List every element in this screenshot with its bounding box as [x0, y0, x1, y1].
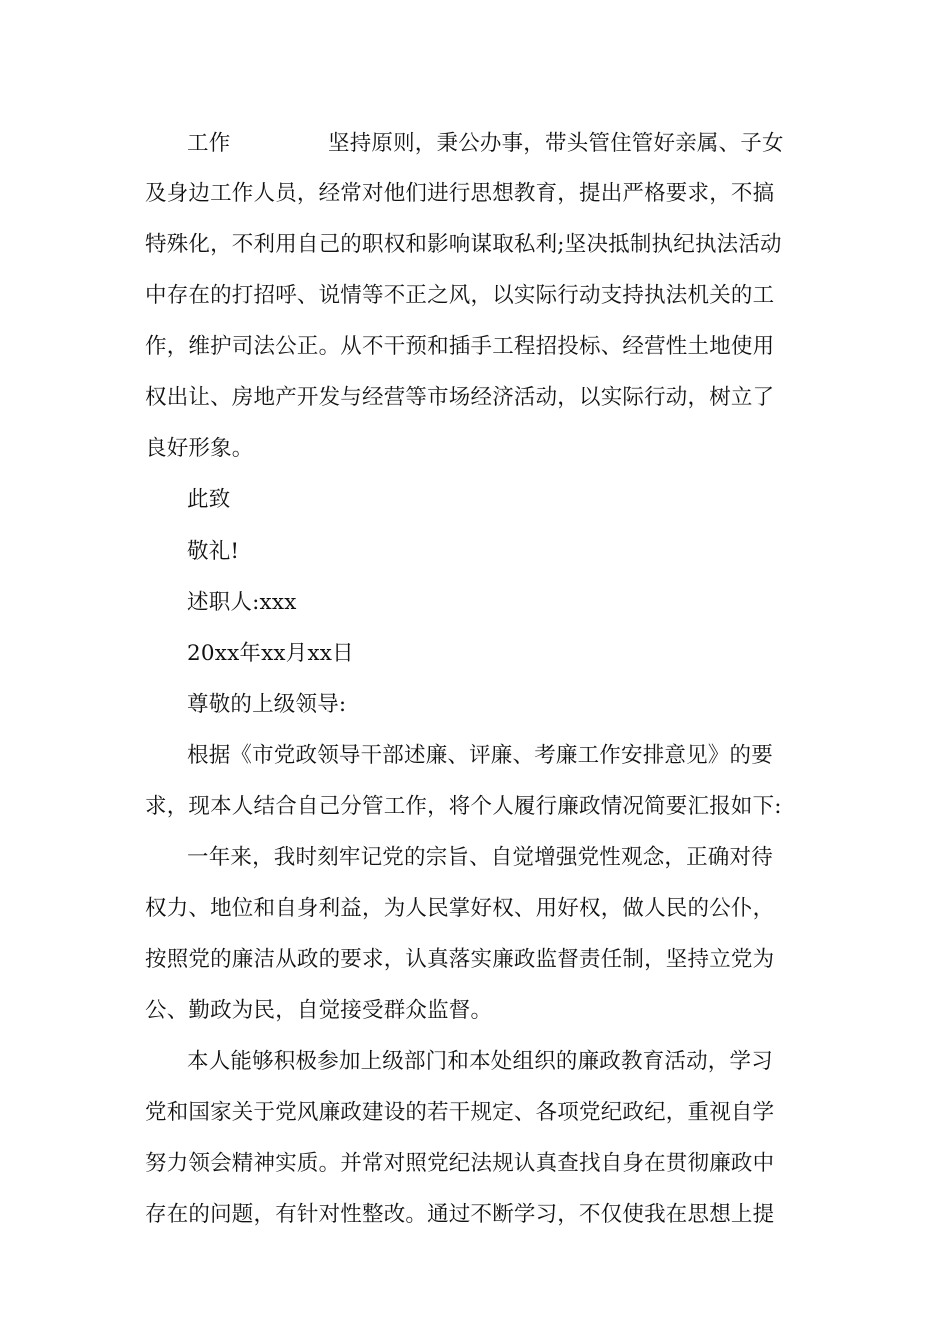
para3-line1: 一年来，我时刻牢记党的宗旨、自觉增强党性观念，正确对待 [187, 845, 773, 870]
para1-line1-lead: 工作 [187, 131, 231, 156]
closing-cizhi: 此致 [187, 487, 231, 512]
para4-line4: 存在的问题，有针对性整改。通过不断学习，不仅使我在思想上提 [145, 1202, 775, 1227]
para3-line4: 公、勤政为民，自觉接受群众监督。 [145, 998, 493, 1023]
closing-author: 述职人:xxx [187, 590, 297, 615]
closing-date: 20xx年xx月xx日 [187, 641, 354, 666]
para2-line2: 求，现本人结合自己分管工作，将个人履行廉政情况简要汇报如下: [145, 794, 782, 819]
closing-jingli: 敬礼! [187, 539, 240, 564]
para2-line1: 根据《市党政领导干部述廉、评廉、考廉工作安排意见》的要 [187, 743, 773, 768]
para4-line1: 本人能够积极参加上级部门和本处组织的廉政教育活动，学习 [187, 1049, 773, 1074]
para1-line2: 及身边工作人员，经常对他们进行思想教育，提出严格要求，不搞 [145, 181, 775, 206]
para1-line3: 特殊化，不利用自己的职权和影响谋取私利;坚决抵制执纪执法活动 [145, 232, 782, 257]
para1-line1-rest: 坚持原则，秉公办事，带头管住管好亲属、子女 [328, 131, 784, 156]
para1-line4: 中存在的打招呼、说情等不正之风，以实际行动支持执法机关的工 [145, 283, 775, 308]
para3-line3: 按照党的廉洁从政的要求，认真落实廉政监督责任制，坚持立党为 [145, 947, 775, 972]
para1-line5: 作，维护司法公正。从不干预和插手工程招投标、经营性土地使用 [145, 334, 775, 359]
para1-line6: 权出让、房地产开发与经营等市场经济活动，以实际行动，树立了 [145, 385, 775, 410]
para4-line2: 党和国家关于党风廉政建设的若干规定、各项党纪政纪，重视自学 [145, 1100, 775, 1125]
salutation: 尊敬的上级领导: [187, 692, 347, 717]
para1-line7: 良好形象。 [145, 436, 254, 461]
para4-line3: 努力领会精神实质。并常对照党纪法规认真查找自身在贯彻廉政中 [145, 1151, 775, 1176]
para3-line2: 权力、地位和自身利益，为人民掌好权、用好权，做人民的公仆， [145, 896, 775, 921]
